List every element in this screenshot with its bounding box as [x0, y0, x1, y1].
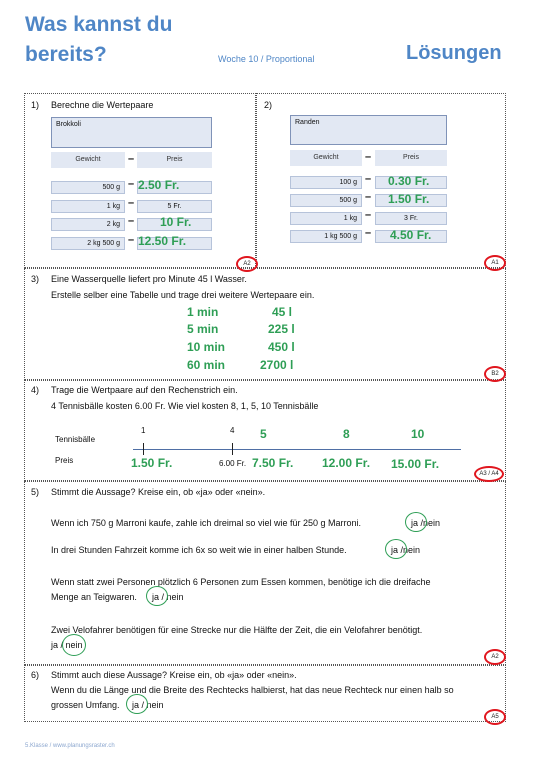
task3-number: 3) [31, 274, 40, 284]
task1-col-price: Preis [137, 152, 212, 168]
task5-answer-1: ja /nein [411, 518, 441, 528]
task3-volume-4: 2700 l [260, 358, 294, 372]
task6-answer-1: ja / nein [132, 700, 164, 710]
task4-line1: Trage die Wertpaare auf den Rechenstrich ein. [51, 385, 238, 395]
task1-price-4: 12.50 Fr. [138, 234, 187, 248]
task2-header-dash: – [365, 151, 372, 163]
task1-level-tag: A2 [236, 256, 258, 272]
task2-weight-2: 500 g [290, 194, 362, 207]
task2-title-box [290, 115, 447, 145]
task2-item-label: Randen [295, 119, 320, 126]
balls-value-1: 1 [141, 426, 146, 435]
price-value-10: 15.00 Fr. [391, 457, 440, 471]
task3-time-4: 60 min [187, 358, 226, 372]
task6-statement-1b: grossen Umfang. [51, 700, 120, 710]
number-line-row-bottom: Preis [55, 456, 74, 465]
task1-weight-2: 1 kg [51, 200, 125, 213]
task1-header-dash: – [128, 153, 135, 165]
task5-answer-2: ja /nein [391, 545, 421, 555]
answer-circle-3 [146, 586, 168, 606]
task3-time-3: 10 min [187, 340, 226, 354]
answer-circle-2 [385, 539, 407, 559]
task2-dash-4: – [365, 227, 372, 239]
task1-dash-1: – [128, 178, 135, 190]
task2-price-3: 3 Fr. [375, 212, 447, 225]
task3-time-2: 5 min [187, 322, 219, 336]
task5-answer-3: ja / nein [152, 592, 184, 602]
task3-volume-1: 45 l [272, 305, 293, 319]
balls-value-10: 10 [411, 427, 425, 441]
task6-number: 6) [31, 670, 40, 680]
answer-circle-4 [62, 634, 86, 656]
task3-volume-3: 450 l [268, 340, 295, 354]
task3-volume-2: 225 l [268, 322, 295, 336]
price-value-8: 12.00 Fr. [322, 456, 371, 470]
task2-price-4: 4.50 Fr. [390, 228, 432, 242]
task1-dash-4: – [128, 234, 135, 246]
task2-price-2: 1.50 Fr. [388, 192, 430, 206]
task6-statement-1a: Wenn du die Länge und die Breite des Rechtecks halbierst, hat das neue Rechteck nur einen halb so [51, 685, 454, 695]
task1-item-label: Brokkoli [56, 121, 81, 128]
task1-price-3: 10 Fr. [160, 215, 192, 229]
task5-statement-3a: Wenn statt zwei Personen plötzlich 6 Personen zum Essen kommen, benötige ich die dreifache [51, 577, 431, 587]
task1-title-box [51, 117, 212, 148]
task5-number: 5) [31, 487, 40, 497]
task5-answer-4: ja / nein [51, 640, 83, 650]
answer-circle-1 [405, 512, 427, 532]
task3-line2: Erstelle selber eine Tabelle und trage drei weitere Wertepaare ein. [51, 290, 315, 300]
task3-time-1: 1 min [187, 305, 219, 319]
task5-instruction: Stimmt die Aussage? Kreise ein, ob «ja» oder «nein». [51, 487, 266, 497]
page-title-line1: Was kannst du [25, 13, 173, 36]
page-title-line2: bereits? [25, 43, 107, 66]
task1-dash-3: – [128, 215, 135, 227]
task4-number: 4) [31, 385, 40, 395]
task2-col-price: Preis [375, 150, 447, 166]
task2-number: 2) [264, 100, 273, 110]
number-line-tick-4 [232, 443, 233, 455]
price-value-1: 1.50 Fr. [131, 456, 173, 470]
task1-price-1: 2.50 Fr. [138, 178, 180, 192]
task6-level-tag: A5 [484, 709, 506, 725]
task5-box [24, 481, 506, 665]
task2-dash-3: – [365, 209, 372, 221]
task5-statement-3b: Menge an Teigwaren. [51, 592, 137, 602]
task1-weight-4: 2 kg 500 g [51, 237, 125, 250]
task5-level-tag: A2 [484, 649, 506, 665]
task5-statement-1: Wenn ich 750 g Marroni kaufe, zahle ich dreimal so viel wie für 250 g Marroni. [51, 518, 361, 528]
task2-col-weight: Gewicht [290, 150, 362, 166]
week-subtitle: Woche 10 / Proportional [218, 54, 315, 64]
task2-weight-1: 100 g [290, 176, 362, 189]
task6-instruction: Stimmt auch diese Aussage? Kreise ein, ob «ja» oder «nein». [51, 670, 297, 680]
number-line-row-top: Tennisbälle [55, 435, 96, 444]
task2-dash-1: – [365, 173, 372, 185]
task2-level-tag: A1 [484, 255, 506, 271]
price-value-5: 7.50 Fr. [252, 456, 294, 470]
task5-statement-4: Zwei Velofahrer benötigen für eine Strecke nur die Hälfte der Zeit, die ein Velofahrer benötigt. [51, 625, 423, 635]
task5-statement-2: In drei Stunden Fahrzeit komme ich 6x so weit wie in einer halben Stunde. [51, 545, 347, 555]
number-line [133, 449, 461, 450]
task3-level-tag: B2 [484, 366, 506, 382]
solutions-heading: Lösungen [406, 42, 502, 64]
task1-weight-1: 500 g [51, 181, 125, 194]
task1-price-2: 5 Fr. [137, 200, 212, 213]
balls-value-8: 8 [343, 427, 350, 441]
task1-dash-2: – [128, 197, 135, 209]
balls-value-4: 4 [230, 426, 235, 435]
task2-price-1: 0.30 Fr. [388, 174, 430, 188]
task4-level-tag: A3 / A4 [474, 466, 504, 482]
number-line-tick-1 [143, 443, 144, 455]
price-value-4: 6.00 Fr. [219, 459, 247, 468]
task2-weight-3: 1 kg [290, 212, 362, 225]
footer-credit: 5.Klasse / www.planungsraster.ch [25, 743, 115, 749]
task2-weight-4: 1 kg 500 g [290, 230, 362, 243]
answer-circle-5 [126, 694, 148, 714]
task3-line1: Eine Wasserquelle liefert pro Minute 45 l Wasser. [51, 274, 247, 284]
task1-number: 1) [31, 100, 40, 110]
task2-dash-2: – [365, 191, 372, 203]
task1-instruction: Berechne die Wertepaare [51, 100, 154, 110]
task4-line2: 4 Tennisbälle kosten 6.00 Fr. Wie viel kosten 8, 1, 5, 10 Tennisbälle [51, 401, 319, 411]
task1-weight-3: 2 kg [51, 218, 125, 231]
task1-col-weight: Gewicht [51, 152, 125, 168]
balls-value-5: 5 [260, 427, 267, 441]
